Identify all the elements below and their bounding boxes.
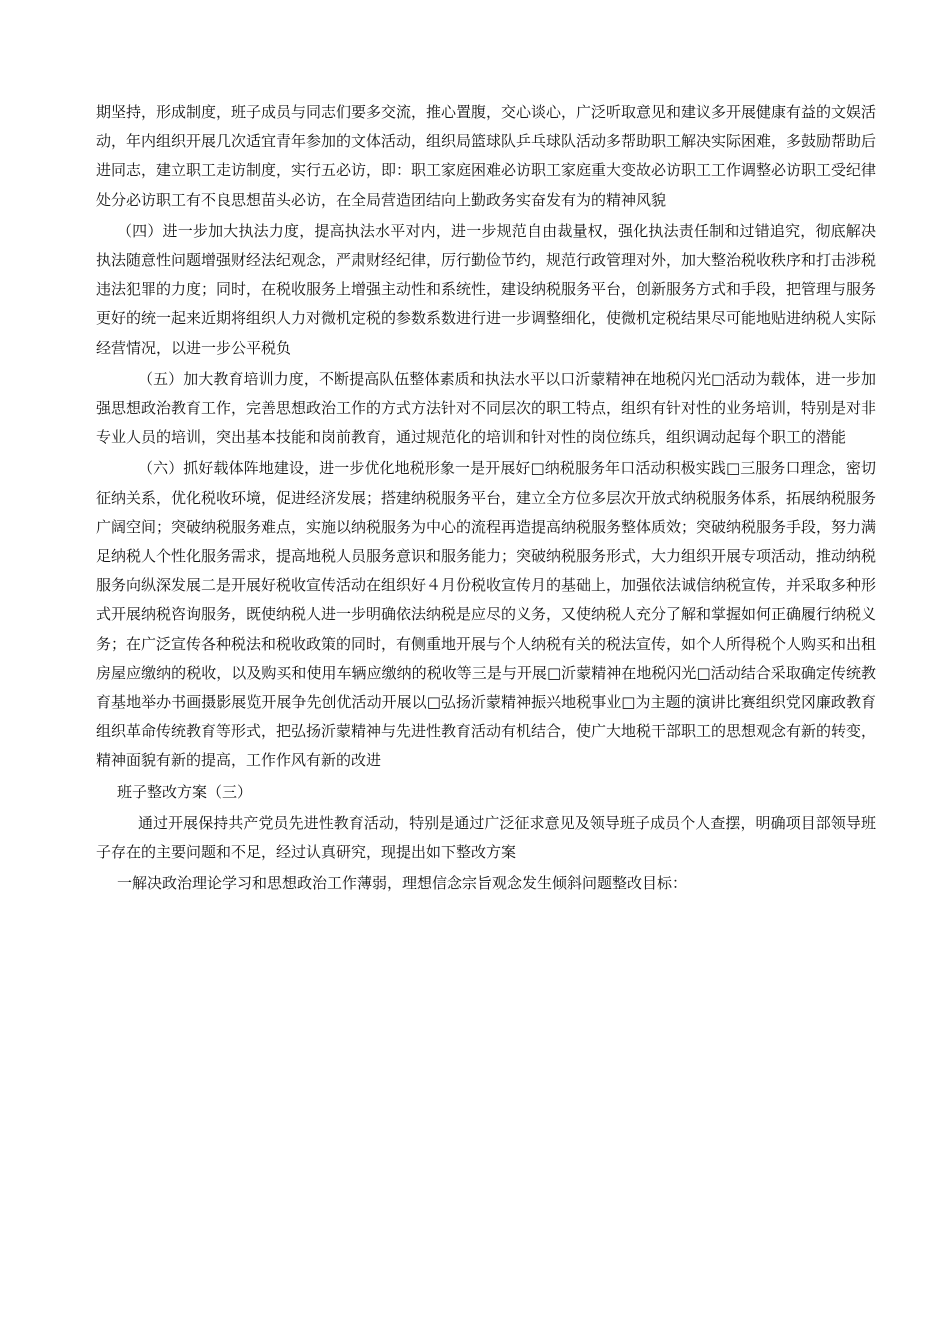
paragraph-intro: 通过开展保持共产党员先进性教育活动，特别是通过广泛征求意见及领导班子成员个人查摆，明确项目部领导班子存在的主要问题和不足，经过认真研究，现提出如下整改方案 (96, 813, 876, 862)
document-body (96, 98, 876, 898)
section-heading: 班子整改方案（三） (117, 782, 253, 801)
paragraph-section-5: （五）加大教育培训力度，不断提高队伍整体素质和执法水平以口沂蒙精神在地税闪光□活动为载体，进一步加强思想政治教育工作，完善思想政治工作的方式方法针对不同层次的职工特点，组织有针对性的业务培训，特别是对非专业人员的培训，突出基本技能和岗前教育，通过规范化的培训和针对性的岗位练兵，组织调动起每个职工的潜能 (96, 369, 877, 447)
paragraph-item-1: 一解决政治理论学习和思想政治工作薄弱，理想信念宗旨观念发生倾斜问题整改目标： (117, 874, 688, 893)
paragraph-continuation: 期坚持，形成制度，班子成员与同志们要多交流，推心置腹，交心谈心，广泛听取意见和建议多开展健康有益的文娱活动，年内组织开展几次适宜青年参加的文体活动，组织局篮球队乒乓球队活动多帮助职工解决实际困难，多鼓励帮助后进同志，建立职工走访制度，实行五必访，即：职工家庭困难必访职工家庭重大变故必访职工工作调整必访职工受纪律处分必访职工有不良思想苗头必访，在全局营造团结向上勤政务实奋发有为的精神风貌 (96, 103, 877, 209)
paragraph-section-6: （六）抓好载体阵地建设，进一步优化地税形象一是开展好□纳税服务年口活动积极实践□三服务口理念，密切征纳关系，优化税收环境，促进经济发展；搭建纳税服务平台，建立全方位多层次开放式纳税服务体系，拓展纳税服务广阔空间；突破纳税服务难点，实施以纳税服务为中心的流程再造提高纳税服务整体质效；突破纳税服务手段，努力满足纳税人个性化服务需求，提高地税人员服务意识和服务能力；突破纳税服务形式，大力组织开展专项活动，推动纳税服务向纵深发展二是开展好税收宣传活动在组织好４月份税收宣传月的基础上，加强依法诚信纳税宣传，并采取多种形式开展纳税咨询服务，既使纳税人进一步明确依法纳税是应尽的义务，又使纳税人充分了解和掌握如何正确履行纳税义务；在广泛宣传各种税法和税收政策的同时，有侧重地开展与个人纳税有关的税法宣传，如个人所得税个人购买和出租房屋应缴纳的税收，以及购买和使用车辆应缴纳的税收等三是与开展□沂蒙精神在地税闪光□活动结合采取确定传统教育基地举办书画摄影展览开展争先创优活动开展以□弘扬沂蒙精神振兴地税事业□为主题的演讲比赛组织党冈廉政教育组织革命传统教育等形式，把弘扬沂蒙精神与先进性教育活动有机结合，使广大地税干部职工的思想观念有新的转变，精神面貌有新的提高，工作作风有新的改进 (96, 459, 877, 770)
paragraph-section-4: （四）进一步加大执法力度，提高执法水平对内，进一步规范自由裁量权，强化执法责任制和过错追究，彻底解决执法随意性问题增强财经法纪观念，严肃财经纪律，厉行勤俭节约，规范行政管理对外，加大整治税收秩序和打击涉税违法犯罪的力度；同时，在税收服务上增强主动性和系统性，建设纳税服务平台，创新服务方式和手段，把管理与服务更好的统一起来近期将组织人力对微机定税的参数系数进行进一步调整细化，使微机定税结果尽可能地贴进纳税人实际经营情况，以进一步公平税负 (96, 221, 877, 357)
